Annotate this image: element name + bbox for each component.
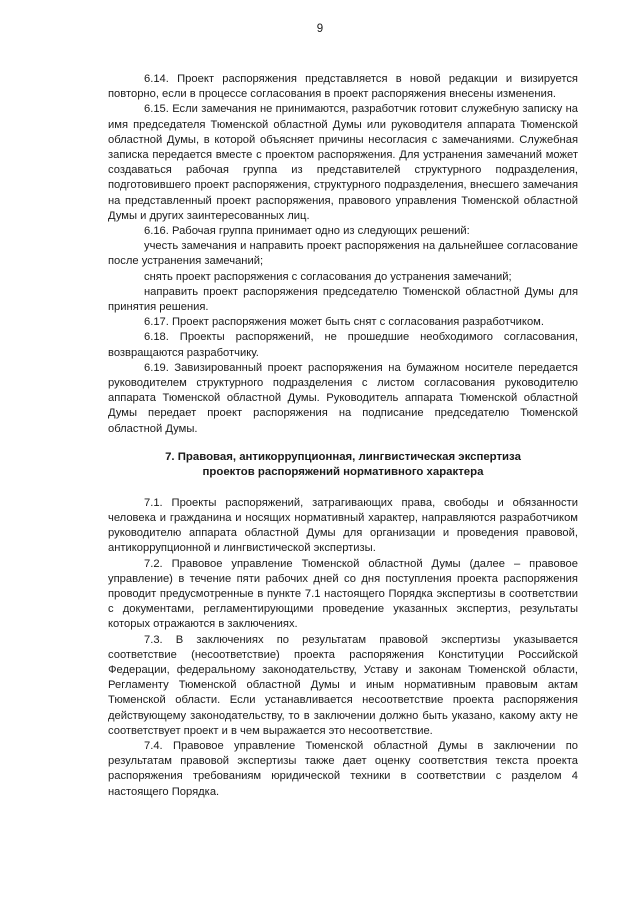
section-heading-line-2: проектов распоряжений нормативного характера [202, 466, 484, 479]
paragraph-6-17: 6.17. Проект распоряжения может быть снят с согласования разработчиком. [144, 316, 544, 329]
list-item-option-2: снять проект распоряжения с согласования до устранения замечаний; [144, 270, 512, 283]
paragraph-7-3: 7.3. В заключениях по результатам правовой экспертизы указывается соответствие (несоответствие) проекта распоряжения Конституции Российской Федерации, федеральному законодательству, Уставу и законам Тюменской области, Регламенту Тюменской областной Думы и иным нормативным правовым актам Тюменской области. Если устанавливается несоответствие проекта распоряжения действующему законодательству, то в заключении должно быть указано, какому акту не соответствует проект и в чем выражается это несоответствие. [108, 633, 578, 737]
page-number: 9 [316, 23, 324, 35]
list-item-option-1: учесть замечания и направить проект распоряжения на дальнейшее согласование после устранения замечаний; [108, 240, 578, 268]
paragraph-6-19: 6.19. Завизированный проект распоряжения на бумажном носителе передается руководителем структурного подразделения с листом согласования руководителю аппарата Тюменской областной Думы. Руководитель аппарата Тюменской областной Думы передает проект распоряжения на подписание председателю Тюменской областной Думы. [108, 361, 578, 435]
list-item-option-3: направить проект распоряжения председателю Тюменской областной Думы для принятия решения. [108, 285, 578, 314]
paragraph-7-2: 7.2. Правовое управление Тюменской областной Думы (далее – правовое управление) в течение пяти рабочих дней со дня поступления проекта распоряжения проводит предусмотренные в пункте 7.1 настоящего Порядка экспертизы в соответствии с документами, регламентирующими проведение указанных экспертиз, результаты которых отражаются в заключениях. [108, 557, 578, 631]
section-heading-line-1: 7. Правовая, антикоррупционная, лингвистическая экспертиза [165, 450, 521, 463]
paragraph-6-16: 6.16. Рабочая группа принимает одно из следующих решений: [144, 225, 470, 238]
document-body [108, 72, 578, 800]
section-7-heading [108, 450, 578, 481]
paragraph-7-4: 7.4. Правовое управление Тюменской областной Думы в заключении по результатам правовой экспертизы также дает оценку соответствия текста проекта распоряжения требованиям юридической техники в соответствии с разделом 4 настоящего Порядка. [108, 739, 578, 798]
paragraph-6-14: 6.14. Проект распоряжения представляется в новой редакции и визируется повторно, если в процессе согласования в проект распоряжения внесены изменения. [108, 73, 578, 101]
paragraph-6-18: 6.18. Проекты распоряжений, не прошедшие необходимого согласования, возвращаются разработчику. [108, 331, 578, 359]
paragraph-7-1: 7.1. Проекты распоряжений, затрагивающих права, свободы и обязанности человека и гражданина и носящих нормативный характер, направляются разработчиком руководителю аппарата областной Думы для организации и проведения правовой, антикоррупционной и лингвистической экспертизы. [108, 496, 578, 555]
paragraph-6-15: 6.15. Если замечания не принимаются, разработчик готовит служебную записку на имя председателя Тюменской областной Думы или руководителя аппарата Тюменской областной Думы, в которой объясняет причины несогласия с замечаниями. Служебная записка передается вместе с проектом распоряжения. Для устранения замечаний может создаваться рабочая группа из представителей структурного подразделения, подготовившего проект распоряжения, структурного подразделения, внесшего замечания на представленный проект распоряжения, правового управления Тюменской областной Думы и других заинтересованных лиц. [108, 103, 578, 222]
